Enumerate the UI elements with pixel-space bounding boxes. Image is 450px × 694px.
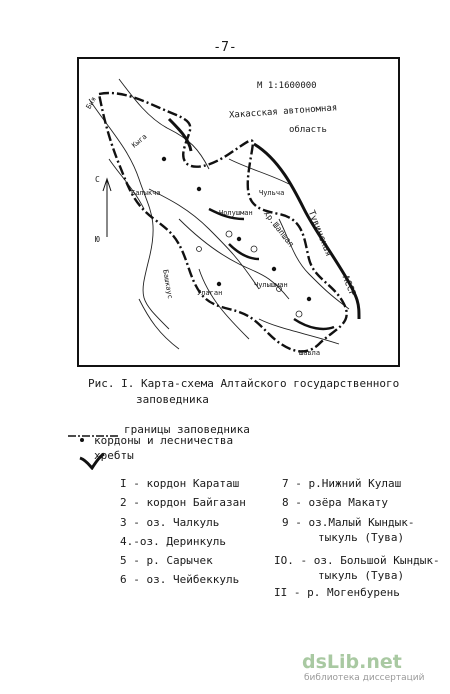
figure-caption — [88, 376, 418, 408]
list-item: тыкуль (Тува) — [318, 531, 405, 544]
map-place-bashkaus: Башкаус — [161, 269, 175, 300]
map-place-ulagan: Улаган — [197, 289, 223, 297]
map-place-biya: Бия — [84, 95, 98, 111]
map-region-tuva-2: АССР — [339, 274, 358, 298]
map-region-khakassia: Хакасская автономная — [228, 103, 338, 121]
map-place-chulyshman: Чулышман — [254, 281, 288, 289]
map-region-tuva: Тувинская — [305, 209, 334, 258]
map-place-chulcha: Чульча — [259, 189, 285, 197]
map-place-shavla: Шавла — [299, 349, 321, 357]
list-item: IO. - оз. Большой Кындык- — [274, 554, 440, 567]
page-number: -7- — [213, 40, 237, 55]
list-item: 3 - оз. Чалкуль — [120, 516, 220, 529]
map-ridge-label: хр.Шапшал — [261, 209, 296, 249]
map-scale: М 1:1600000 — [257, 81, 317, 91]
legend-borders: границы заповедника — [124, 423, 250, 436]
watermark — [302, 651, 442, 687]
list-item: 6 - оз. Чейбеккуль — [120, 573, 240, 586]
list-item: 2 - кордон Байгазан — [120, 496, 246, 509]
list-item: 4.-оз. Деринкуль — [120, 535, 226, 548]
list-item: I - кордон Караташ — [120, 477, 240, 490]
caption-line-1: Рис. I. Карта-схема Алтайского государственного — [88, 377, 400, 390]
legend-cordon-symbol — [80, 438, 84, 442]
map-place-balykcha: Балыкча — [131, 189, 161, 197]
watermark-logo: dsLib.net — [302, 651, 402, 673]
list-item: 5 - р. Сарычек — [120, 554, 213, 567]
map-figure — [77, 57, 400, 367]
compass-south: Ю — [95, 235, 100, 244]
list-item: 8 - озёра Макату — [282, 496, 388, 509]
legend-cordons: кордоны и лесничества — [94, 434, 234, 447]
list-item: 9 - оз.Малый Кындык- — [282, 516, 415, 529]
list-item: 7 - р.Нижний Кулаш — [282, 477, 402, 490]
watermark-subtitle: библиотека диссертаций — [304, 673, 425, 683]
compass-north: С — [95, 175, 100, 184]
caption-line-2: заповедника — [136, 393, 209, 406]
map-place-cholushman: Чолушман — [219, 209, 253, 217]
map-place-kyga: Кыга — [130, 132, 149, 150]
list-item: II - р. Могенбурень — [274, 586, 400, 599]
list-item: тыкуль (Тува) — [318, 569, 405, 582]
map-region-khakassia-2: область — [289, 125, 327, 135]
legend-ridges: хребты — [94, 449, 134, 462]
